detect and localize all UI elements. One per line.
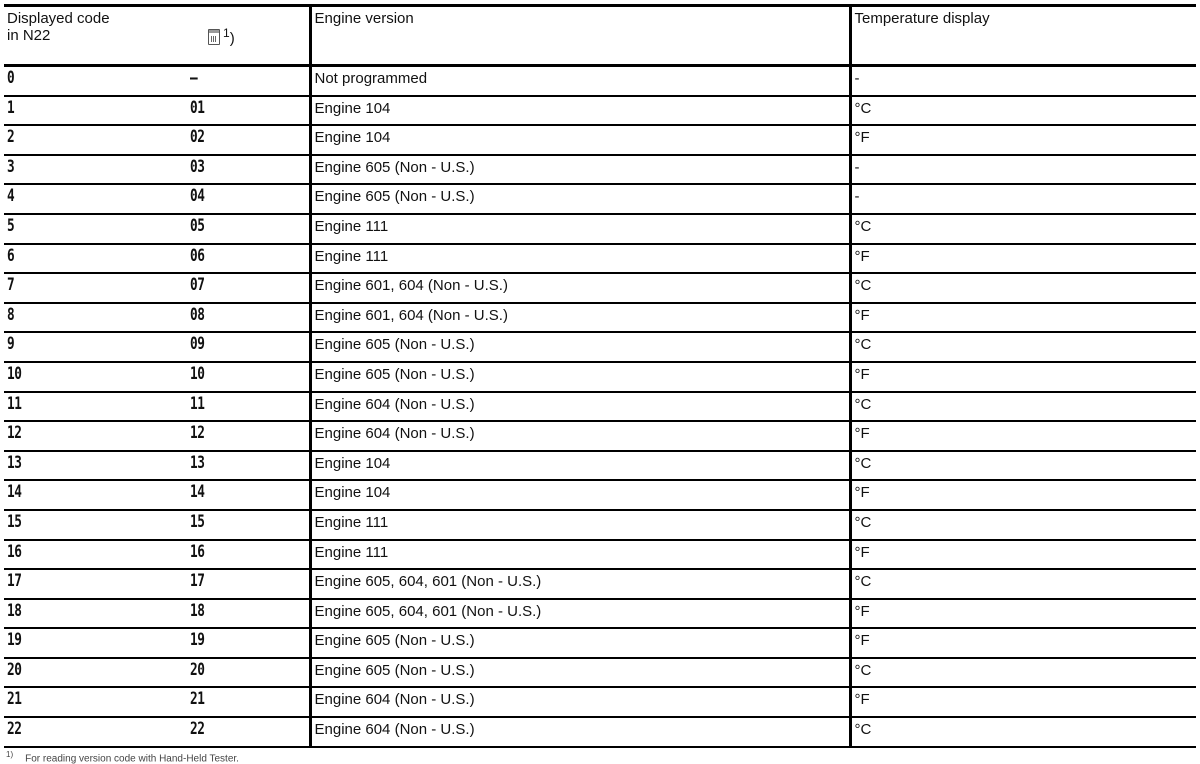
- temperature-display-cell: [850, 273, 1196, 303]
- tester-code-cell: [166, 451, 310, 481]
- tester-code-cell-value: 06: [190, 245, 205, 266]
- temperature-display-cell: [850, 96, 1196, 126]
- engine-version-cell-value: Engine 601, 604 (Non - U.S.): [314, 277, 508, 295]
- tester-code-cell-value: 03: [190, 156, 205, 177]
- hand-held-tester-icon: [208, 29, 220, 45]
- displayed-code-cell: [4, 303, 166, 333]
- table-row: [4, 66, 1196, 96]
- engine-version-cell-value: Engine 605 (Non - U.S.): [314, 158, 475, 176]
- table-row: [4, 510, 1196, 540]
- displayed-code-cell: [4, 155, 166, 185]
- temperature-display-cell-value: °C: [854, 454, 872, 472]
- header-tester-group: [186, 26, 235, 47]
- header-paren: ): [229, 30, 235, 47]
- engine-version-cell-value: Engine 111: [314, 513, 389, 531]
- displayed-code-cell-value: 13: [7, 452, 22, 473]
- temperature-display-cell-value: °F: [854, 543, 870, 561]
- temperature-display-cell-value: °F: [854, 425, 870, 443]
- displayed-code-cell-value: 0: [7, 68, 15, 88]
- displayed-code-cell: [4, 628, 166, 658]
- displayed-code-cell-value: 21: [7, 689, 22, 710]
- temperature-display-cell-value: -: [854, 70, 860, 87]
- displayed-code-cell: [4, 599, 166, 629]
- displayed-code-cell-value: 17: [7, 571, 22, 592]
- tester-code-cell-value: —: [190, 68, 198, 88]
- engine-version-cell: [310, 480, 850, 510]
- displayed-code-cell-value: 5: [7, 215, 15, 236]
- displayed-code-cell: [4, 451, 166, 481]
- temperature-display-cell: [850, 66, 1196, 96]
- tester-code-cell: [166, 717, 310, 747]
- temperature-display-cell: [850, 510, 1196, 540]
- engine-version-cell: [310, 451, 850, 481]
- temperature-display-cell: [850, 717, 1196, 747]
- displayed-code-cell-value: 22: [7, 719, 22, 740]
- header-displayed-code-line2-wrap: [7, 26, 309, 47]
- table-row: [4, 717, 1196, 747]
- table-row: [4, 392, 1196, 422]
- displayed-code-cell: [4, 66, 166, 96]
- tester-code-cell: [166, 540, 310, 570]
- engine-version-cell: [310, 717, 850, 747]
- table-row: [4, 628, 1196, 658]
- displayed-code-cell-value: 6: [7, 245, 15, 266]
- engine-version-cell-value: Engine 111: [314, 217, 389, 235]
- temperature-display-cell-value: °C: [854, 513, 872, 531]
- engine-version-cell: [310, 392, 850, 422]
- tester-code-cell: [166, 599, 310, 629]
- table-row: [4, 184, 1196, 214]
- displayed-code-cell: [4, 362, 166, 392]
- engine-version-cell: [310, 687, 850, 717]
- temperature-display-cell-value: °C: [854, 661, 872, 679]
- displayed-code-cell: [4, 273, 166, 303]
- footnote: [4, 750, 1196, 764]
- tester-code-cell: [166, 273, 310, 303]
- tester-code-cell-value: 07: [190, 275, 205, 296]
- engine-version-cell-value: Engine 104: [314, 454, 391, 472]
- displayed-code-cell: [4, 480, 166, 510]
- tester-code-cell: [166, 244, 310, 274]
- temperature-display-cell-value: °F: [854, 484, 870, 502]
- tester-code-cell-value: 09: [190, 334, 205, 355]
- engine-version-cell: [310, 184, 850, 214]
- displayed-code-cell: [4, 214, 166, 244]
- engine-version-cell-value: Engine 104: [314, 99, 391, 117]
- tester-code-cell-value: 11: [190, 393, 205, 414]
- displayed-code-cell-value: 7: [7, 275, 15, 296]
- table-row: [4, 273, 1196, 303]
- temperature-display-cell: [850, 658, 1196, 688]
- table-row: [4, 244, 1196, 274]
- temperature-display-cell: [850, 599, 1196, 629]
- tester-code-cell-value: 05: [190, 215, 205, 236]
- temperature-display-cell-value: °F: [854, 129, 870, 147]
- displayed-code-cell-value: 4: [7, 186, 15, 207]
- tester-code-cell: [166, 125, 310, 155]
- displayed-code-cell-value: 12: [7, 423, 22, 444]
- displayed-code-cell-value: 14: [7, 482, 22, 503]
- header-footnote-ref: 1: [223, 26, 230, 40]
- engine-version-cell: [310, 628, 850, 658]
- tester-code-cell: [166, 687, 310, 717]
- engine-version-cell: [310, 214, 850, 244]
- table-row: [4, 451, 1196, 481]
- temperature-display-cell: [850, 303, 1196, 333]
- temperature-display-cell: [850, 451, 1196, 481]
- engine-version-cell: [310, 155, 850, 185]
- table-row: [4, 214, 1196, 244]
- engine-version-cell: [310, 599, 850, 629]
- temperature-display-cell-value: -: [854, 188, 860, 206]
- displayed-code-cell-value: 16: [7, 541, 22, 562]
- tester-code-cell-value: 16: [190, 541, 205, 562]
- engine-version-cell: [310, 66, 850, 96]
- table-header-row: [4, 6, 1196, 66]
- table-row: [4, 540, 1196, 570]
- engine-version-cell-value: Engine 605 (Non - U.S.): [314, 632, 475, 650]
- temperature-display-cell: [850, 687, 1196, 717]
- tester-code-cell: [166, 96, 310, 126]
- engine-version-cell: [310, 510, 850, 540]
- displayed-code-cell: [4, 244, 166, 274]
- temperature-display-cell: [850, 480, 1196, 510]
- tester-code-cell-value: 14: [190, 482, 205, 503]
- tester-code-cell-value: 20: [190, 659, 205, 680]
- header-displayed-code-line2: in N22: [7, 27, 51, 44]
- tester-code-cell-value: 01: [190, 97, 205, 118]
- tester-code-cell: [166, 421, 310, 451]
- temperature-display-cell: [850, 392, 1196, 422]
- table-row: [4, 569, 1196, 599]
- displayed-code-cell-value: 8: [7, 304, 15, 325]
- table-row: [4, 687, 1196, 717]
- tester-code-cell-value: 02: [190, 127, 205, 148]
- temperature-display-cell-value: °F: [854, 306, 870, 324]
- temperature-display-cell-value: °F: [854, 632, 870, 650]
- header-engine-version: Engine version: [310, 6, 850, 66]
- temperature-display-cell-value: °C: [854, 217, 872, 235]
- tester-code-cell-value: 10: [190, 363, 205, 384]
- displayed-code-cell-value: 15: [7, 511, 22, 532]
- displayed-code-cell: [4, 540, 166, 570]
- table-row: [4, 362, 1196, 392]
- displayed-code-cell-value: 18: [7, 600, 22, 621]
- engine-version-cell-value: Engine 604 (Non - U.S.): [314, 691, 475, 709]
- tester-code-cell: [166, 510, 310, 540]
- displayed-code-cell-value: 19: [7, 630, 22, 651]
- engine-version-cell: [310, 273, 850, 303]
- temperature-display-cell-value: °C: [854, 721, 872, 739]
- displayed-code-cell: [4, 332, 166, 362]
- tester-code-cell-value: 19: [190, 630, 205, 651]
- tester-code-cell: [166, 628, 310, 658]
- displayed-code-cell: [4, 687, 166, 717]
- tester-code-cell: [166, 480, 310, 510]
- footnote-text: For reading version code with Hand-Held Tester.: [25, 752, 239, 764]
- tester-code-cell: [166, 658, 310, 688]
- tester-code-cell: [166, 66, 310, 96]
- table-body: [4, 66, 1196, 747]
- version-code-table: [4, 4, 1196, 748]
- displayed-code-cell: [4, 658, 166, 688]
- displayed-code-cell-value: 20: [7, 659, 22, 680]
- temperature-display-cell: [850, 540, 1196, 570]
- table-row: [4, 599, 1196, 629]
- engine-version-cell: [310, 125, 850, 155]
- displayed-code-cell: [4, 569, 166, 599]
- tester-code-cell: [166, 332, 310, 362]
- header-displayed-code-line1: Displayed code: [7, 10, 110, 27]
- engine-version-cell: [310, 569, 850, 599]
- engine-version-cell: [310, 658, 850, 688]
- tester-code-cell-value: 18: [190, 600, 205, 621]
- temperature-display-cell: [850, 155, 1196, 185]
- engine-version-cell-value: Not programmed: [314, 70, 428, 87]
- temperature-display-cell-value: °F: [854, 691, 870, 709]
- temperature-display-cell: [850, 214, 1196, 244]
- temperature-display-cell: [850, 184, 1196, 214]
- tester-code-cell-value: 08: [190, 304, 205, 325]
- table-row: [4, 658, 1196, 688]
- tester-code-cell-value: 15: [190, 511, 205, 532]
- temperature-display-cell: [850, 362, 1196, 392]
- table-row: [4, 421, 1196, 451]
- temperature-display-cell: [850, 244, 1196, 274]
- engine-version-cell-value: Engine 604 (Non - U.S.): [314, 721, 475, 739]
- engine-version-cell-value: Engine 111: [314, 543, 389, 561]
- engine-version-cell-value: Engine 601, 604 (Non - U.S.): [314, 306, 508, 324]
- temperature-display-cell: [850, 332, 1196, 362]
- temperature-display-cell: [850, 125, 1196, 155]
- temperature-display-cell: [850, 569, 1196, 599]
- engine-version-cell: [310, 332, 850, 362]
- engine-version-cell: [310, 96, 850, 126]
- temperature-display-cell: [850, 628, 1196, 658]
- displayed-code-cell: [4, 510, 166, 540]
- tester-code-cell-value: 04: [190, 186, 205, 207]
- engine-version-cell-value: Engine 605 (Non - U.S.): [314, 661, 475, 679]
- displayed-code-cell-value: 3: [7, 156, 15, 177]
- displayed-code-cell-value: 2: [7, 127, 15, 148]
- tester-code-cell-value: 13: [190, 452, 205, 473]
- engine-version-cell-value: Engine 605, 604, 601 (Non - U.S.): [314, 573, 542, 591]
- table-row: [4, 125, 1196, 155]
- header-temperature-display: Temperature display: [850, 6, 1196, 66]
- engine-version-cell-value: Engine 604 (Non - U.S.): [314, 425, 475, 443]
- header-displayed-code: [4, 6, 310, 66]
- tester-code-cell-value: 21: [190, 689, 205, 710]
- table-row: [4, 155, 1196, 185]
- displayed-code-cell: [4, 392, 166, 422]
- tester-code-cell-value: 22: [190, 719, 205, 740]
- displayed-code-cell: [4, 421, 166, 451]
- engine-version-cell: [310, 303, 850, 333]
- table-row: [4, 480, 1196, 510]
- engine-version-cell: [310, 244, 850, 274]
- displayed-code-cell-value: 9: [7, 334, 15, 355]
- table-row: [4, 303, 1196, 333]
- displayed-code-cell: [4, 184, 166, 214]
- tester-code-cell: [166, 303, 310, 333]
- temperature-display-cell-value: °C: [854, 573, 872, 591]
- engine-version-cell-value: Engine 111: [314, 247, 389, 265]
- displayed-code-cell-value: 1: [7, 97, 15, 118]
- engine-version-cell: [310, 421, 850, 451]
- engine-version-cell-value: Engine 104: [314, 129, 391, 147]
- engine-version-cell-value: Engine 605 (Non - U.S.): [314, 188, 475, 206]
- temperature-display-cell-value: °C: [854, 395, 872, 413]
- temperature-display-cell-value: °C: [854, 277, 872, 295]
- engine-version-cell-value: Engine 605 (Non - U.S.): [314, 336, 475, 354]
- tester-code-cell: [166, 184, 310, 214]
- tester-code-cell-value: 17: [190, 571, 205, 592]
- footnote-mark: 1): [6, 749, 14, 759]
- tester-code-cell: [166, 155, 310, 185]
- engine-version-cell: [310, 540, 850, 570]
- tester-code-cell: [166, 569, 310, 599]
- engine-version-cell: [310, 362, 850, 392]
- temperature-display-cell-value: °F: [854, 365, 870, 383]
- engine-version-cell-value: Engine 605 (Non - U.S.): [314, 365, 475, 383]
- temperature-display-cell-value: °F: [854, 247, 870, 265]
- temperature-display-cell-value: -: [854, 158, 860, 176]
- engine-version-cell-value: Engine 104: [314, 484, 391, 502]
- table-row: [4, 332, 1196, 362]
- tester-code-cell: [166, 392, 310, 422]
- displayed-code-cell-value: 10: [7, 363, 22, 384]
- displayed-code-cell: [4, 125, 166, 155]
- displayed-code-cell: [4, 717, 166, 747]
- temperature-display-cell-value: °C: [854, 336, 872, 354]
- engine-version-cell-value: Engine 604 (Non - U.S.): [314, 395, 475, 413]
- engine-version-cell-value: Engine 605, 604, 601 (Non - U.S.): [314, 602, 542, 620]
- temperature-display-cell-value: °C: [854, 99, 872, 117]
- displayed-code-cell-value: 11: [7, 393, 22, 414]
- temperature-display-cell: [850, 421, 1196, 451]
- table-row: [4, 96, 1196, 126]
- tester-code-cell-value: 12: [190, 423, 205, 444]
- tester-code-cell: [166, 214, 310, 244]
- tester-code-cell: [166, 362, 310, 392]
- displayed-code-cell: [4, 96, 166, 126]
- document: [4, 4, 1196, 764]
- temperature-display-cell-value: °F: [854, 602, 870, 620]
